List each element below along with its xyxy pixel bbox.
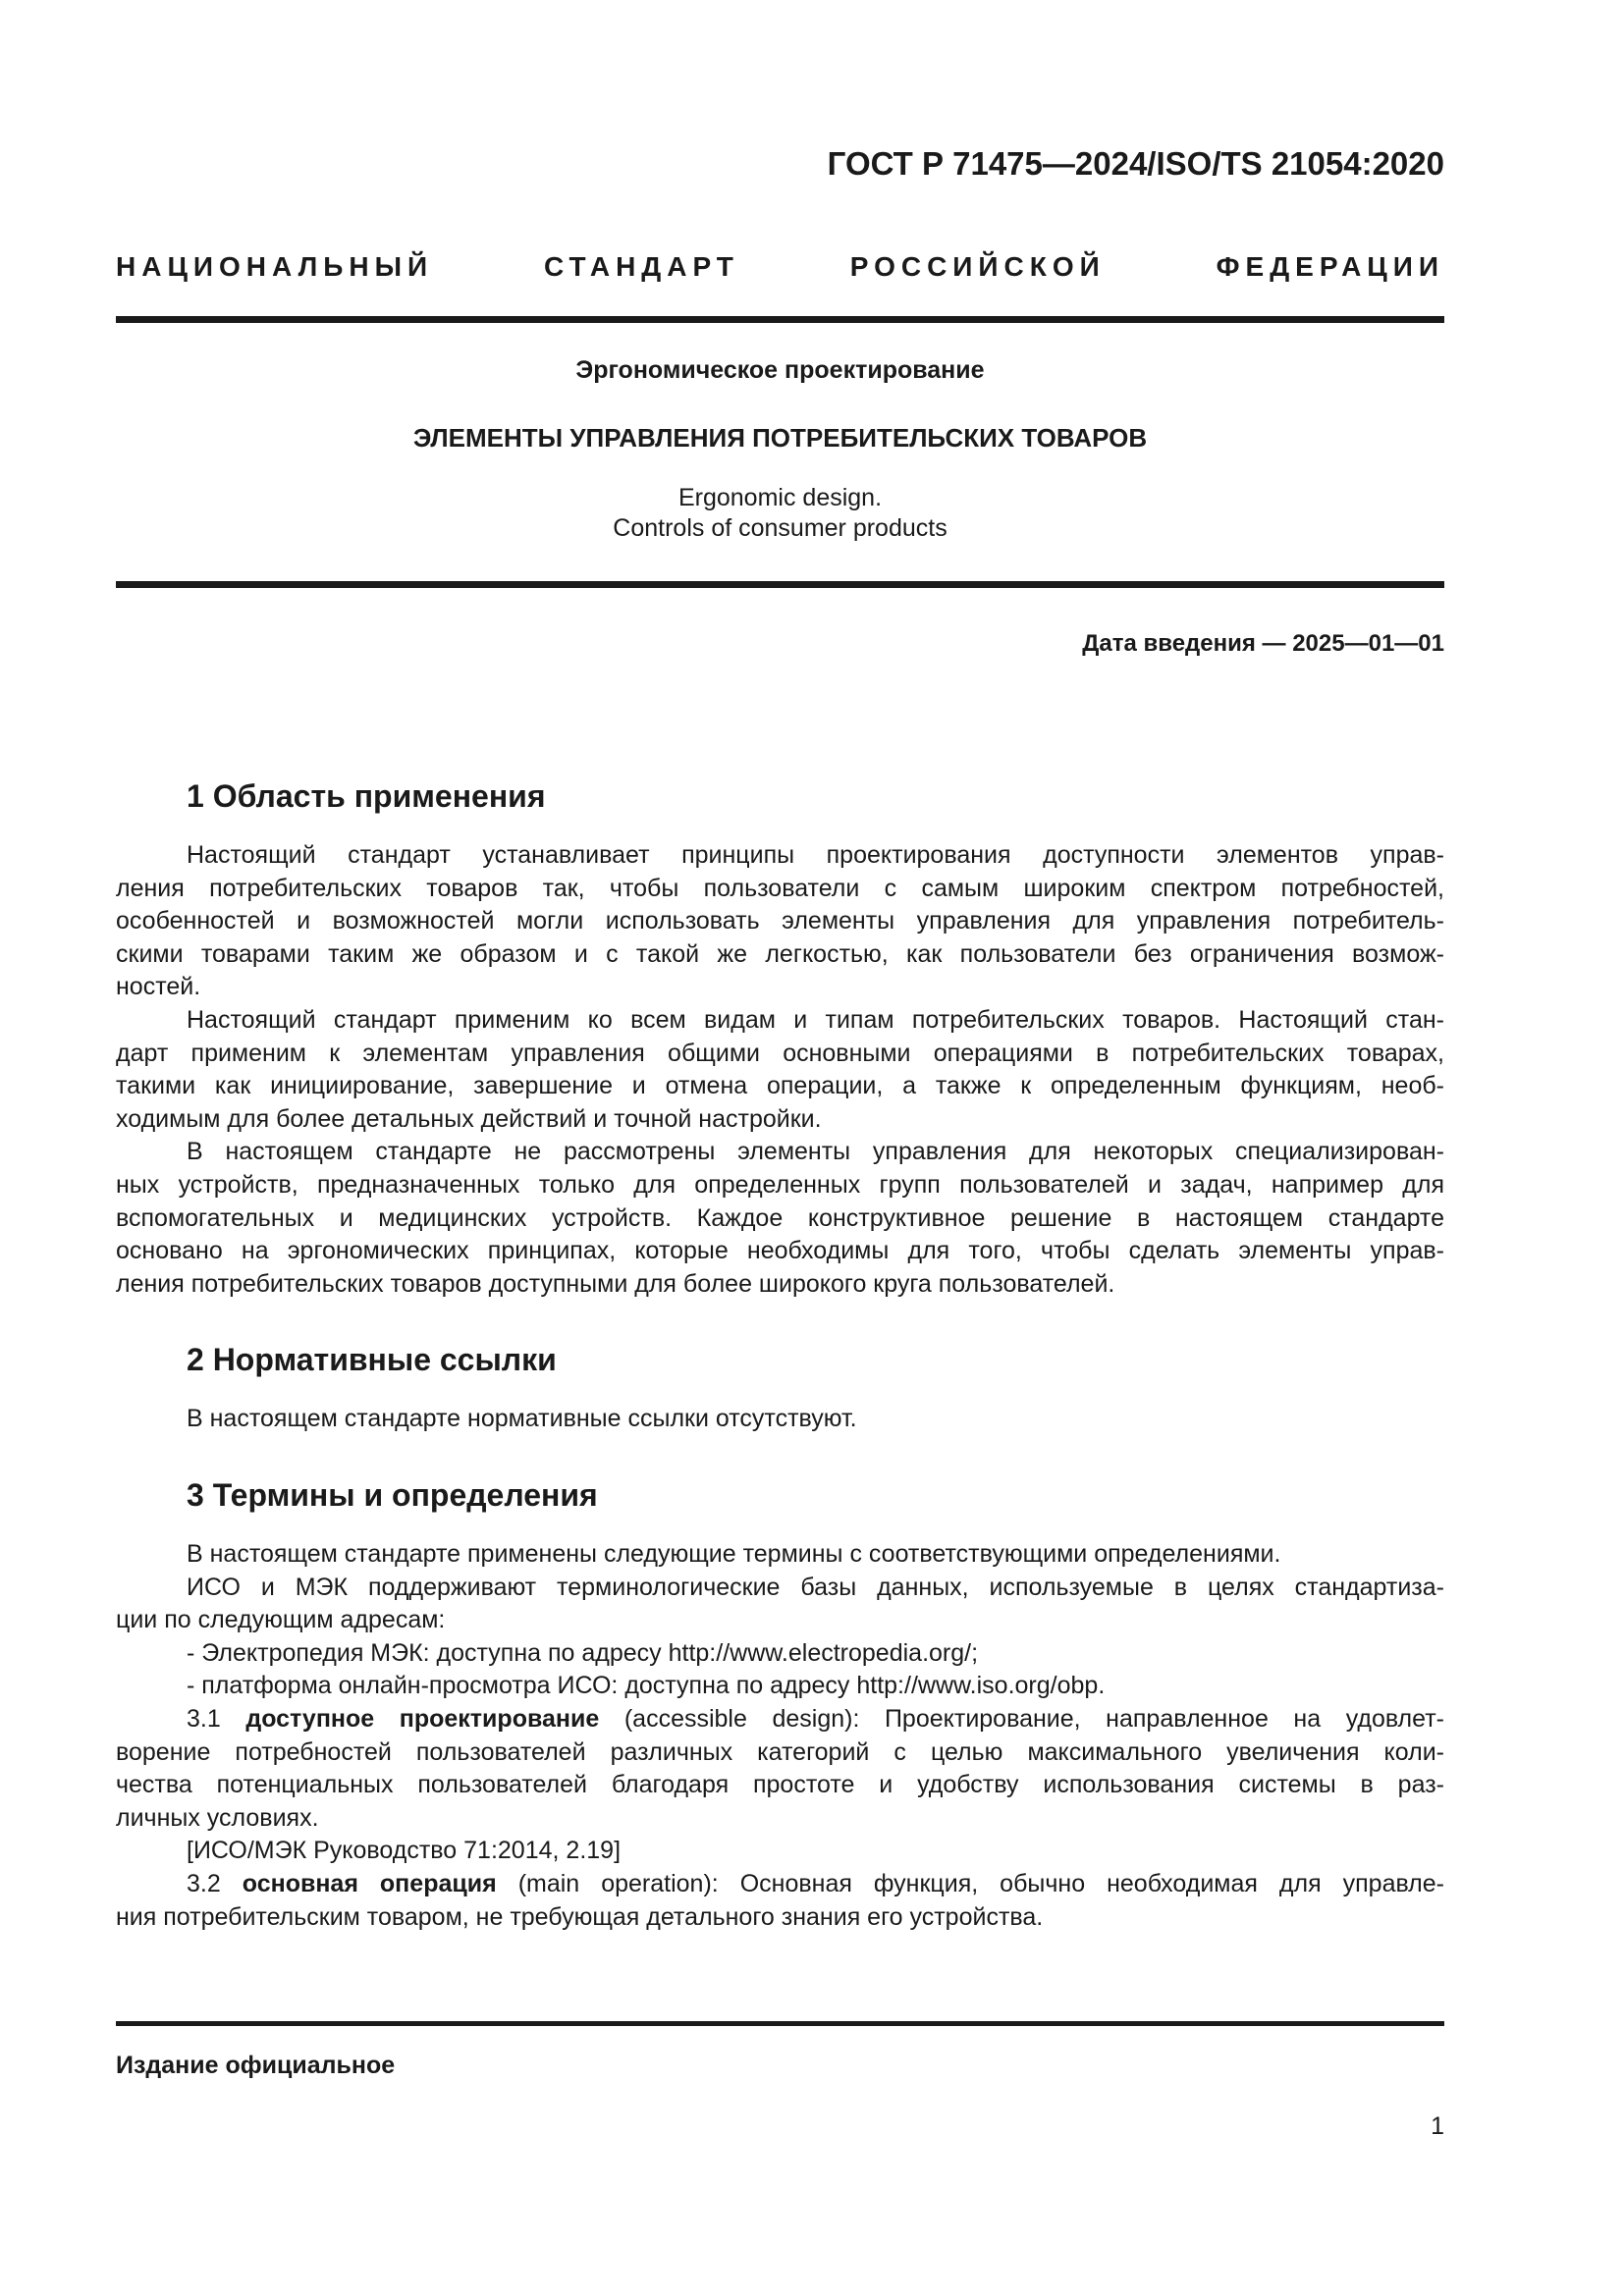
text-line: ностей. <box>116 973 201 1001</box>
section-1-body <box>116 839 1444 1301</box>
section-2-heading: 2 Нормативные ссылки <box>187 1342 557 1377</box>
official-edition-label: Издание официальное <box>116 2052 396 2079</box>
text-line: скими товарами таким же образом и с такой же легкостью, как пользователи без ограничения возмож- <box>116 939 1444 968</box>
text-line: ворение потребностей пользователей различных категорий с целью максимального увеличения коли- <box>116 1737 1444 1766</box>
bullet-iso-obp: - платформа онлайн-просмотра ИСО: доступна по адресу http://www.iso.org/obp. <box>187 1672 1106 1700</box>
page-number: 1 <box>1431 2112 1444 2140</box>
main-title-ru: ЭЛЕМЕНТЫ УПРАВЛЕНИЯ ПОТРЕБИТЕЛЬСКИХ ТОВАРОВ <box>412 423 1148 453</box>
term-3-2-line <box>116 1868 1444 1901</box>
bullet-electropedia: - Электропедия МЭК: доступна по адресу http://www.electropedia.org/; <box>187 1638 979 1667</box>
title-en-line1: Ergonomic design. <box>677 484 883 511</box>
term-name: доступное проектирование <box>245 1704 600 1733</box>
national-standard-title: НАЦИОНАЛЬНЫЙ СТАНДАРТ РОССИЙСКОЙ ФЕДЕРАЦИИ <box>116 251 1444 282</box>
text-line: ния потребительским товаром, не требующая детального знания его устройства. <box>116 1902 1044 1931</box>
text-line: ции по следующим адресам: <box>116 1606 446 1634</box>
text-line: Настоящий стандарт устанавливает принципы проектирования доступности элементов управ- <box>187 841 1444 869</box>
title-en-line2: Controls of consumer products <box>613 514 947 542</box>
term-name: основная операция <box>242 1869 497 1897</box>
text-line: ИСО и МЭК поддерживают терминологические базы данных, используемые в целях стандартиза- <box>187 1573 1444 1601</box>
subtitle-ru: Эргономическое проектирование <box>575 356 985 384</box>
document-code: ГОСТ Р 71475—2024/ISO/TS 21054:2020 <box>827 145 1444 182</box>
text-line: дарт применим к элементам управления общими основными операциями в потребительских товарах, <box>116 1039 1444 1067</box>
text-line: В настоящем стандарте не рассмотрены элементы управления для некоторых специализирован- <box>187 1138 1444 1166</box>
text-line: ления потребительских товаров доступными для более широкого круга пользователей. <box>116 1269 1115 1298</box>
section-3-body <box>116 1538 1444 1934</box>
text-line: чества потенциальных пользователей благодаря простоте и удобству использования системы в раз- <box>116 1771 1444 1799</box>
text-line: такими как инициирование, завершение и отмена операции, а также к определенным функциям, необ- <box>116 1072 1444 1100</box>
text-line: В настоящем стандарте применены следующие термины с соответствующими определениями. <box>187 1540 1281 1568</box>
section-1-heading: 1 Область применения <box>187 778 546 814</box>
text-line: особенностей и возможностей могли использовать элементы управления для управления потребитель- <box>116 907 1444 935</box>
text-line: основано на эргономических принципах, которые необходимы для того, чтобы сделать элементы управ- <box>116 1237 1444 1265</box>
term-definition: (main operation): Основная функция, обычно необходимая для управле- <box>496 1869 1444 1897</box>
text-line: ления потребительских товаров так, чтобы пользователи с самым широким спектром потребностей, <box>116 874 1444 902</box>
text-line: ходимым для более детальных действий и точной настройки. <box>116 1104 822 1133</box>
date-of-introduction: Дата введения — 2025—01—01 <box>1082 630 1444 657</box>
text-line: В настоящем стандарте нормативные ссылки отсутствуют. <box>187 1405 857 1432</box>
text-line: вспомогательных и медицинских устройств. Каждое конструктивное решение в настоящем стандарте <box>116 1203 1444 1232</box>
top-divider <box>116 316 1444 323</box>
term-number: 3.1 <box>187 1704 246 1733</box>
footer-divider <box>116 2021 1444 2026</box>
title-divider <box>116 581 1444 588</box>
term-definition: (accessible design): Проектирование, направленное на удовлет- <box>599 1704 1444 1733</box>
section-2-body <box>116 1403 1444 1436</box>
text-line: личных условиях. <box>116 1803 319 1832</box>
section-3-heading: 3 Термины и определения <box>187 1477 598 1513</box>
term-3-1-line <box>116 1703 1444 1736</box>
term-number: 3.2 <box>187 1869 243 1897</box>
term-source: [ИСО/МЭК Руководство 71:2014, 2.19] <box>187 1837 622 1865</box>
text-line: ных устройств, предназначенных только для определенных групп пользователей и задач, например для <box>116 1170 1444 1199</box>
text-line: Настоящий стандарт применим ко всем видам и типам потребительских товаров. Настоящий стан- <box>187 1005 1444 1034</box>
